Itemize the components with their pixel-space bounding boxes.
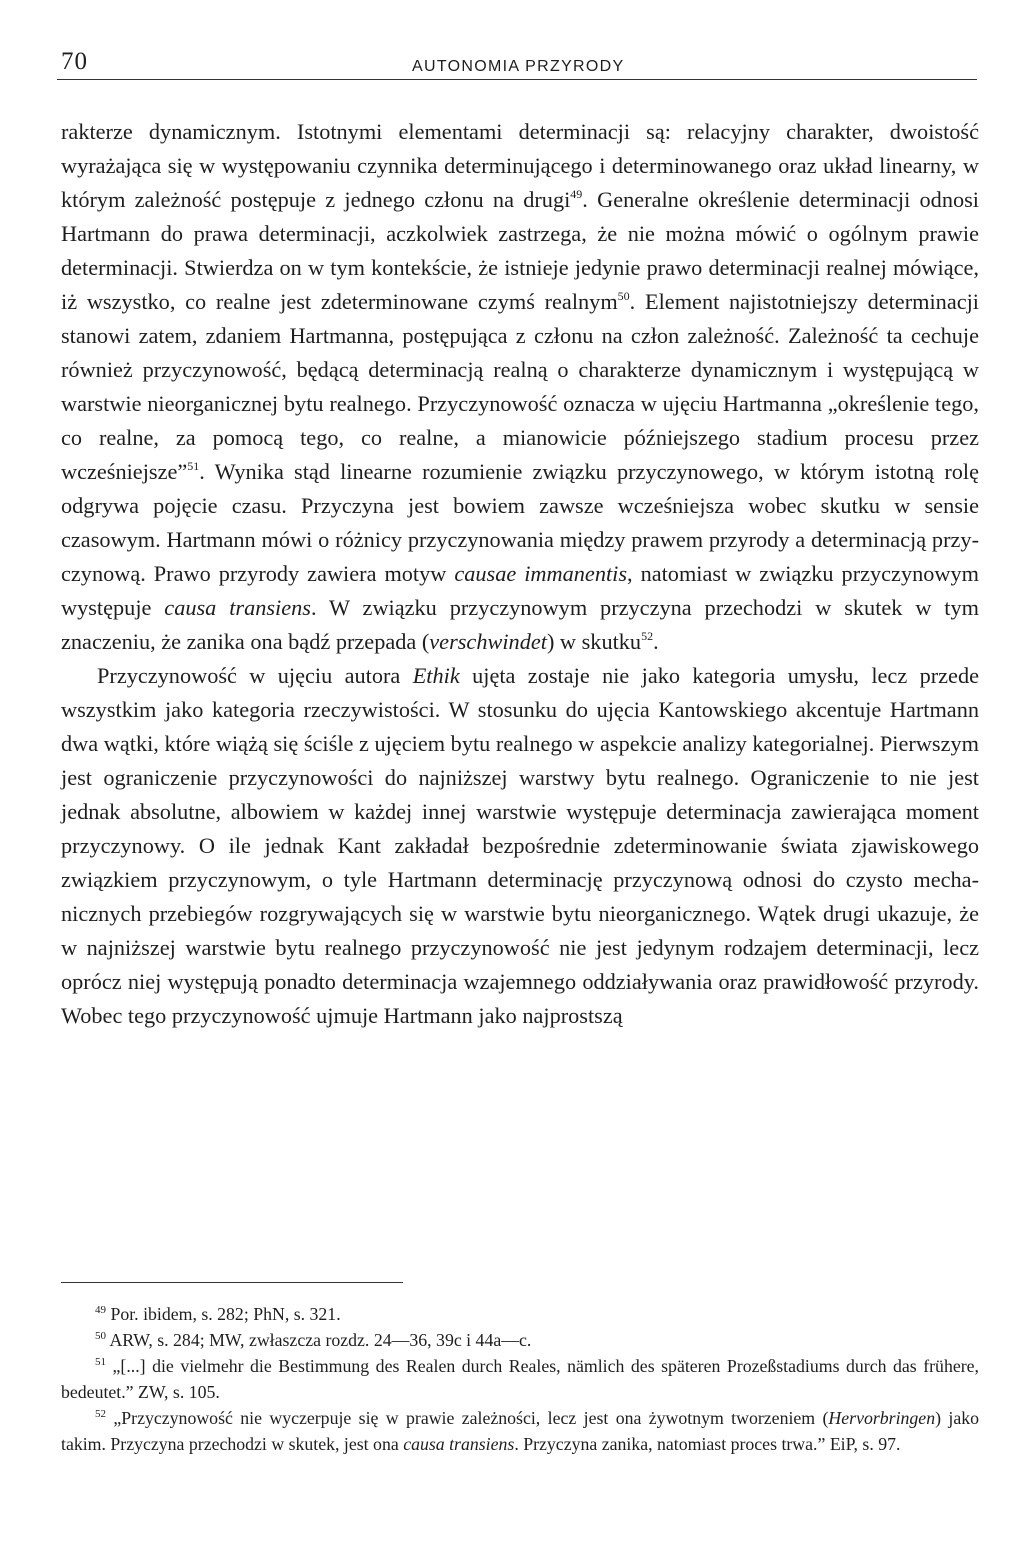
text-run: rakterze dynamicznym. Istotnymi elementami determinacji są: relacyjny charakter, dwoistość wyrażająca się w występowaniu czynnika determinującego i determinowanego oraz układ linearny, w którym zależność postępuje z jednego członu na drugi <box>61 119 979 212</box>
text-run: . Element najistotniejszy determinacji stanowi zatem, zdaniem Hartmanna, postępująca z członu na człon zależność. Zależność ta cechuje również przyczynowość, będącą determinacją realną o charakterze dynamicznym i występującą w warstwie nieorganicznej bytu realnego. Przyczynowość oznacza w ujęciu Hartmanna „określenie tego, co realne, za pomocą tego, co realne, a mianowicie późniejszego stadium procesu przez wcześniejsze” <box>61 289 980 484</box>
footnote-52 <box>61 1405 979 1457</box>
header-rule <box>57 79 977 80</box>
footnote-49 <box>61 1301 979 1327</box>
footnote-mark: 51 <box>95 1356 106 1368</box>
footnote-ref-49: 49 <box>570 187 583 201</box>
footnote-mark: 52 <box>95 1408 106 1420</box>
page-number: 70 <box>61 48 88 75</box>
page-header <box>57 46 977 82</box>
footnote-ref-50: 50 <box>617 289 630 303</box>
italic-term: causa transiens <box>403 1434 515 1454</box>
paragraph-2 <box>61 659 979 1033</box>
text-run: ujęta zostaje nie jako kategoria umysłu, lecz przede wszystkim jako kategoria rzeczywistości. W stosunku do ujęcia Kantowskiego akcentuje Hartmann dwa wątki, które wiążą się ściśle z ujęciem bytu realnego w aspekcie analizy kategorialnej. Pierwszym jest ograniczenie przyczynowości do najniższej warstwy bytu realnego. Ograniczenie to nie jest jednak absolutne, albowiem w każdej innej warstwie występuje determinacja zawierająca moment przyczynowy. O ile jednak Kant zakładał bezpośrednie zdeterminowanie świata zjawiskowego związkiem przyczynowym, o tyle Hartmann determinację przyczynową odnosi do czysto mechanicznych przebiegów rozgrywających się w warstwie bytu nieorganicznego. Wątek drugi ukazuje, że w najniższej warstwie bytu realnego przyczynowość nie jest jedynym rodzajem determinacji, lecz oprócz niej występują ponadto determinacja wzajemnego oddziaływania oraz prawidłowość przyrody. Wobec tego przyczynowość ujmuje Hartmann jako najprostszą <box>61 663 979 1028</box>
footnote-text: ) jako takim. Przyczyna przechodzi w skutek, jest ona <box>61 1408 980 1454</box>
running-head: AUTONOMIA PRZYRODY <box>412 58 625 75</box>
footnote-ref-52: 52 <box>641 629 654 643</box>
footnote-ref-51: 51 <box>187 459 200 473</box>
paragraph-1 <box>61 115 979 659</box>
footnote-separator <box>61 1282 403 1283</box>
footnotes <box>61 1301 979 1457</box>
footnote-text: „[...] die vielmehr die Bestimmung des Realen durch Reales, nämlich des späteren Prozeßstadiums durch das frühere, bedeutet.” ZW, s. 105. <box>61 1356 979 1402</box>
main-text <box>61 115 979 1033</box>
text-run: . <box>653 629 659 654</box>
text-run: . Generalne określenie determinacji odnosi Hartmann do prawa determinacji, aczkolwiek zastrzega, że nie można mówić o ogólnym prawie determinacji. Stwierdza on w tym kontekście, że istnieje jedynie prawo determinacji realnej mówiące, iż wszystko, co realne jest zdeterminowane czymś realnym <box>61 187 979 314</box>
text-run: . Wynika stąd linearne rozumienie związku przyczynowego, w którym istotną rolę odgrywa pojęcie czasu. Przyczyna jest bowiem zawsze wcześniejsza wobec skutku w sensie czasowym. Hartmann mówi o różnicy przyczynowania między prawem przyrody a determinacją przyczynową. Prawo przyrody zawiera motyw <box>61 459 979 586</box>
footnote-text: . Przyczyna zanika, natomiast proces trwa.” EiP, s. 97. <box>514 1434 901 1454</box>
footnote-51 <box>61 1353 979 1405</box>
footnote-50 <box>61 1327 979 1353</box>
text-run: , natomiast w związku przyczynowym występuje <box>61 561 979 620</box>
footnote-text: ARW, s. 284; MW, zwłaszcza rozdz. 24—36, 39c i 44a—c. <box>109 1330 532 1350</box>
italic-term: Ethik <box>412 663 460 688</box>
footnote-text: Por. ibidem, s. 282; PhN, s. 321. <box>110 1304 341 1324</box>
text-run: . W związku przyczynowym przyczyna przechodzi w skutek w tym znaczeniu, że zanika ona bądź przepada ( <box>61 595 979 654</box>
italic-term: causae immanentis <box>454 561 628 586</box>
footnote-mark: 49 <box>95 1304 106 1316</box>
italic-term: causa transiens <box>164 595 311 620</box>
text-run: Przyczynowość w ujęciu autora <box>97 663 413 688</box>
text-run: ) w skutku <box>546 629 642 654</box>
footnote-text: „Przyczynowość nie wyczerpuje się w prawie zależności, lecz jest ona żywotnym tworzeniem ( <box>113 1408 829 1428</box>
footnote-mark: 50 <box>95 1330 106 1342</box>
italic-term: Hervorbringen <box>828 1408 936 1428</box>
italic-term: verschwindet <box>429 629 547 654</box>
